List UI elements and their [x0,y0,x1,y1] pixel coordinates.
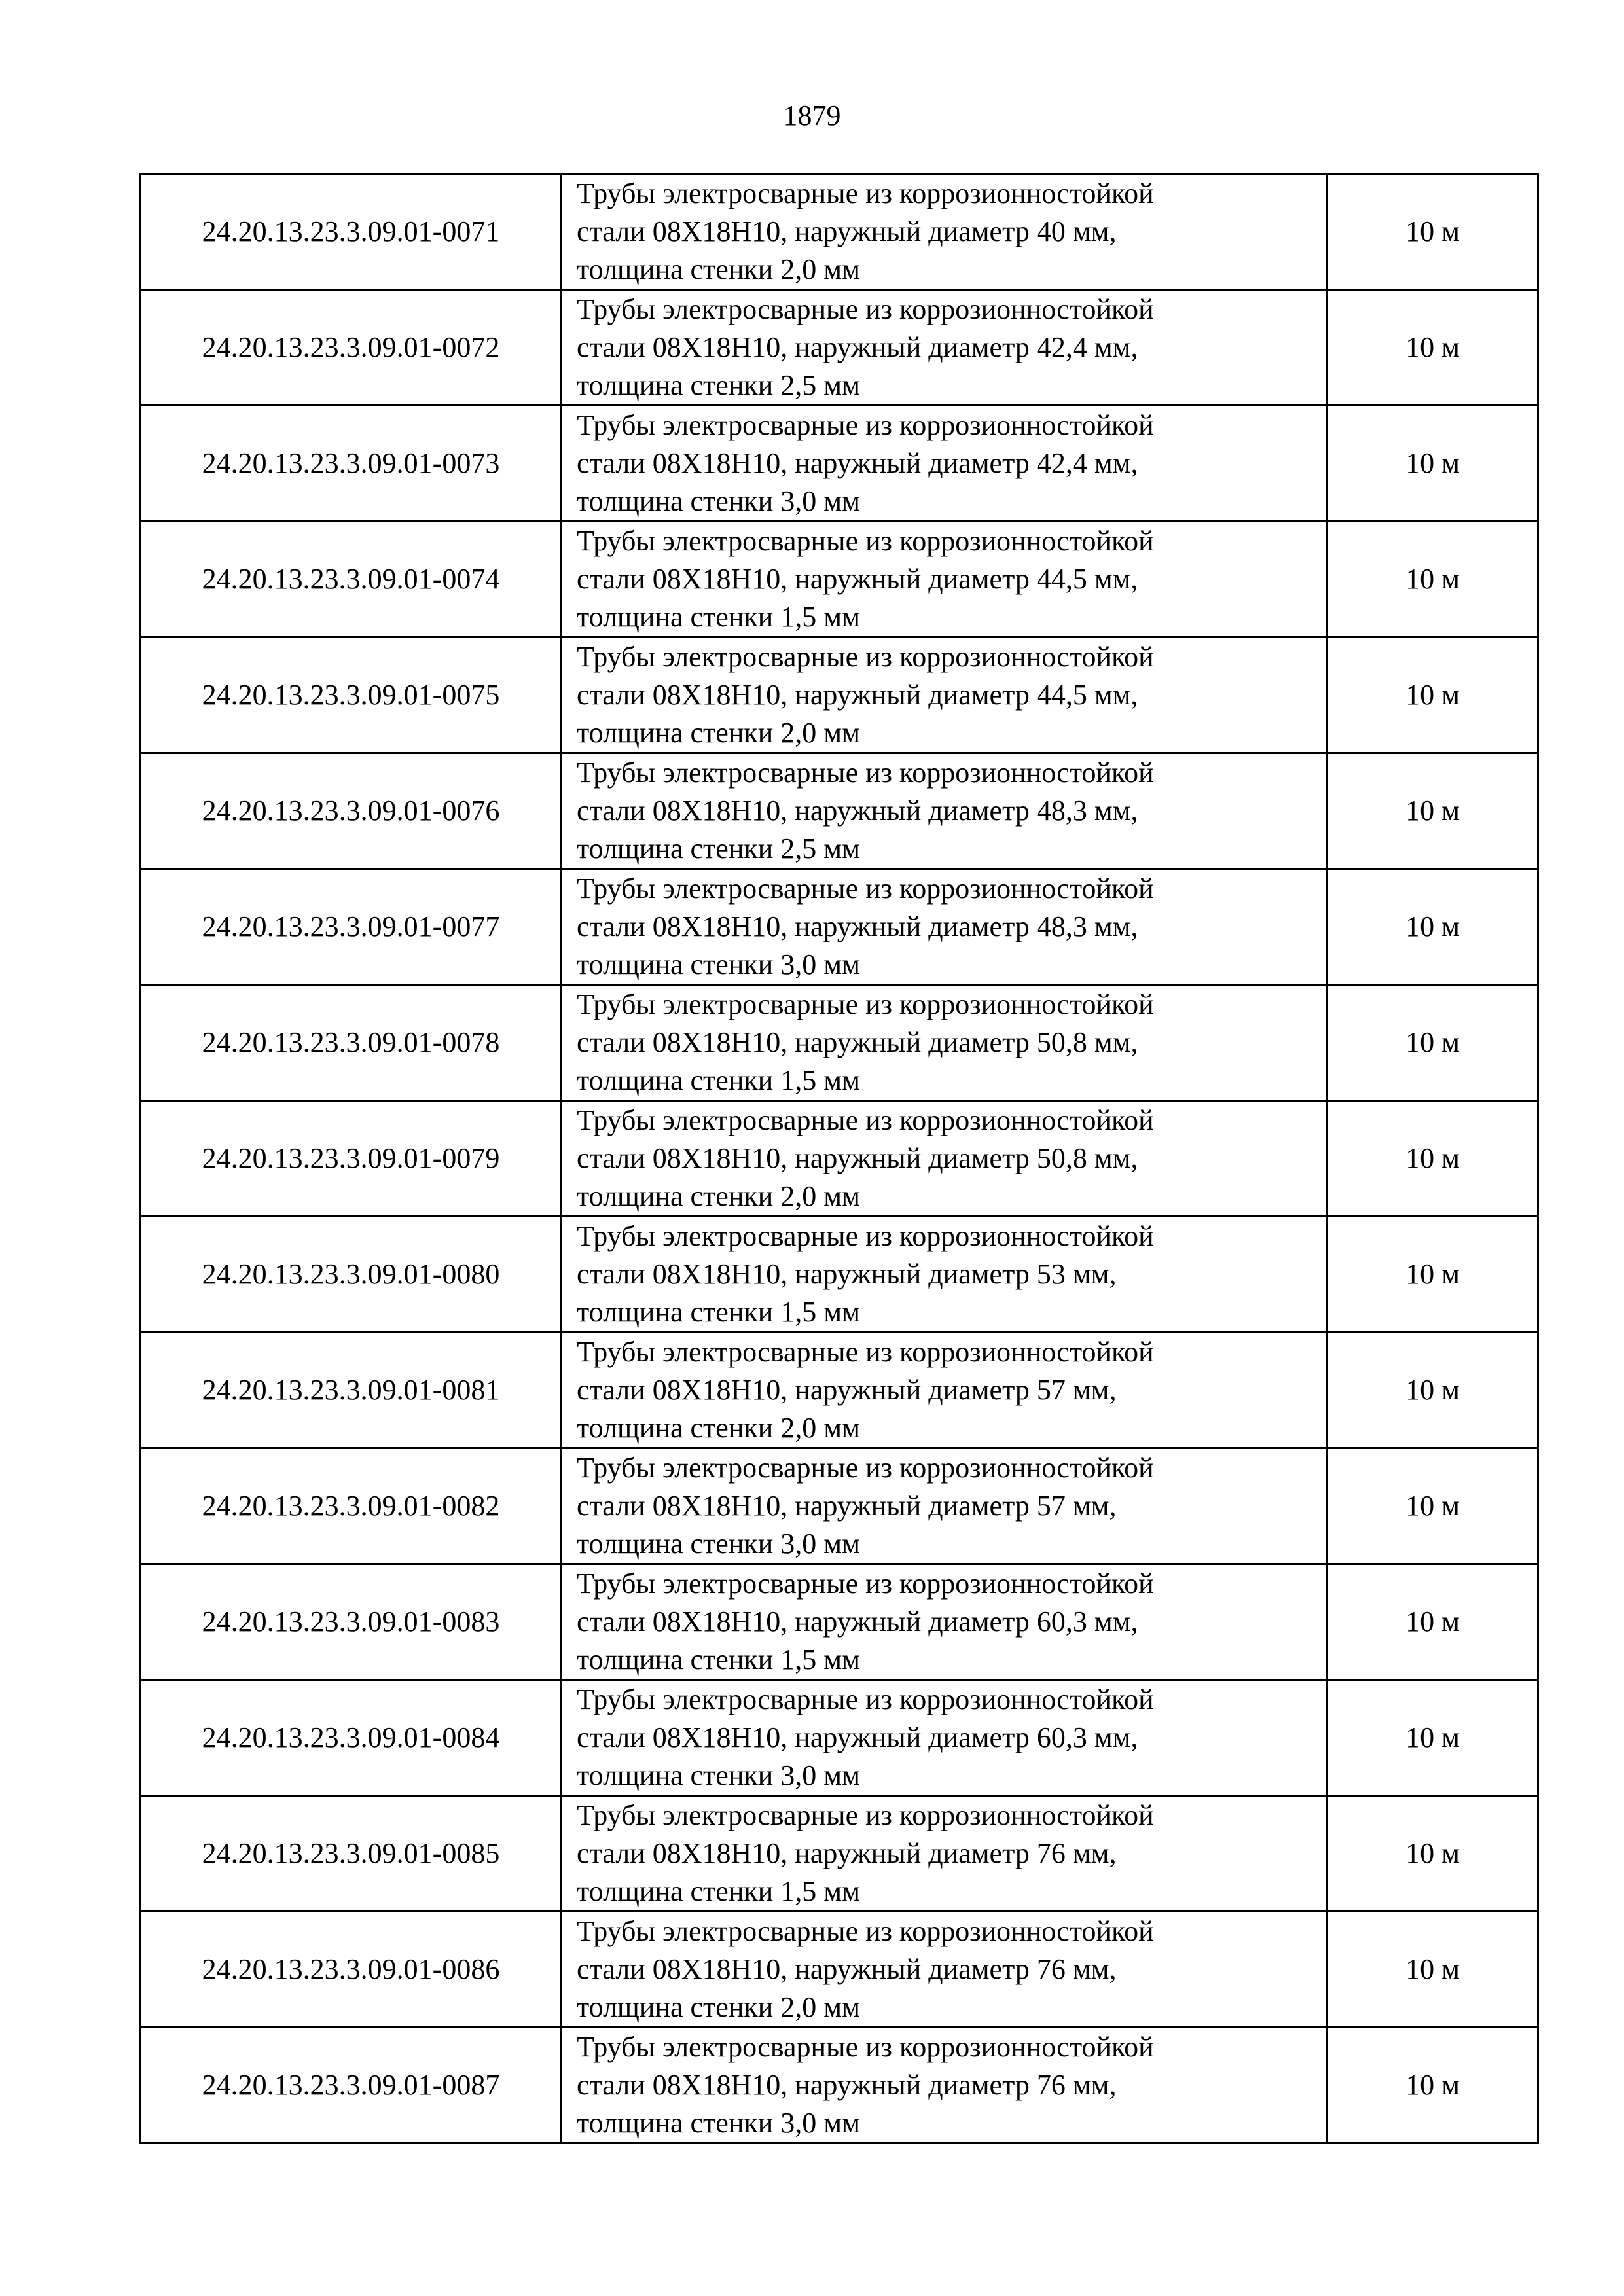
resource-name-line: стали 08Х18Н10, наружный диаметр 44,5 мм, [577,563,1138,595]
table-row [141,1912,1538,2028]
resource-name-cell [562,406,1327,522]
resource-name-line: толщина стенки 2,5 мм [577,833,860,865]
resource-table [139,173,1539,2144]
resource-name-line: толщина стенки 3,0 мм [577,1528,860,1560]
resource-name-line: толщина стенки 2,0 мм [577,1991,860,2023]
resource-name-line: толщина стенки 2,0 мм [577,717,860,749]
resource-name-line: Трубы электросварные из коррозионностойкой [577,1104,1154,1136]
resource-name-cell [562,1101,1327,1217]
resource-unit-cell: 10 м [1327,1333,1538,1448]
resource-code-cell: 24.20.13.23.3.09.01-0086 [141,1912,562,2028]
resource-name-line: стали 08Х18Н10, наружный диаметр 42,4 мм, [577,447,1138,479]
resource-unit-cell: 10 м [1327,1912,1538,2028]
table-row [141,1101,1538,1217]
resource-code-cell: 24.20.13.23.3.09.01-0085 [141,1796,562,1912]
resource-name-cell [562,174,1327,290]
resource-unit-cell: 10 м [1327,2028,1538,2144]
table-row [141,290,1538,406]
table-row [141,1333,1538,1448]
resource-name-line: стали 08Х18Н10, наружный диаметр 57 мм, [577,1374,1117,1406]
table-row [141,1680,1538,1796]
resource-name-cell [562,637,1327,753]
resource-unit-cell: 10 м [1327,1564,1538,1680]
resource-name-cell [562,1680,1327,1796]
resource-unit-cell: 10 м [1327,637,1538,753]
table-row [141,869,1538,985]
resource-name-line: Трубы электросварные из коррозионностойкой [577,177,1154,209]
resource-unit-cell: 10 м [1327,1101,1538,1217]
resource-name-cell [562,2028,1327,2144]
table-row [141,637,1538,753]
resource-name-line: толщина стенки 3,0 мм [577,1759,860,1791]
resource-name-line: толщина стенки 1,5 мм [577,1296,860,1328]
resource-name-line: толщина стенки 3,0 мм [577,485,860,517]
resource-name-line: Трубы электросварные из коррозионностойкой [577,1452,1154,1484]
resource-code-cell: 24.20.13.23.3.09.01-0083 [141,1564,562,1680]
resource-name-line: стали 08Х18Н10, наружный диаметр 44,5 мм, [577,679,1138,711]
resource-unit-cell: 10 м [1327,522,1538,637]
table-row [141,1217,1538,1333]
resource-name-line: Трубы электросварные из коррозионностойкой [577,1915,1154,1947]
resource-code-cell: 24.20.13.23.3.09.01-0078 [141,985,562,1101]
table-row [141,985,1538,1101]
resource-name-line: толщина стенки 2,5 мм [577,369,860,401]
resource-name-line: стали 08Х18Н10, наружный диаметр 40 мм, [577,215,1117,247]
resource-code-cell: 24.20.13.23.3.09.01-0072 [141,290,562,406]
resource-name-line: Трубы электросварные из коррозионностойкой [577,409,1154,441]
resource-name-line: стали 08Х18Н10, наружный диаметр 60,3 мм, [577,1605,1138,1638]
resource-name-line: Трубы электросварные из коррозионностойкой [577,1220,1154,1252]
resource-name-line: Трубы электросварные из коррозионностойкой [577,641,1154,673]
resource-name-line: стали 08Х18Н10, наружный диаметр 57 мм, [577,1490,1117,1522]
table-row [141,522,1538,637]
resource-name-cell [562,1796,1327,1912]
resource-name-line: толщина стенки 2,0 мм [577,1412,860,1444]
resource-name-line: толщина стенки 3,0 мм [577,948,860,980]
resource-name-cell [562,1448,1327,1564]
resource-name-line: Трубы электросварные из коррозионностойкой [577,525,1154,557]
table-row [141,2028,1538,2144]
resource-code-cell: 24.20.13.23.3.09.01-0076 [141,753,562,869]
resource-name-line: Трубы электросварные из коррозионностойкой [577,293,1154,325]
resource-name-line: толщина стенки 1,5 мм [577,1643,860,1676]
resource-name-cell [562,869,1327,985]
resource-name-line: стали 08Х18Н10, наружный диаметр 48,3 мм, [577,795,1138,827]
resource-name-line: Трубы электросварные из коррозионностойкой [577,1336,1154,1368]
resource-name-cell [562,1333,1327,1448]
table-row [141,1796,1538,1912]
resource-name-line: стали 08Х18Н10, наружный диаметр 76 мм, [577,1953,1117,1985]
resource-name-line: стали 08Х18Н10, наружный диаметр 42,4 мм, [577,331,1138,363]
resource-name-line: Трубы электросварные из коррозионностойкой [577,757,1154,789]
resource-code-cell: 24.20.13.23.3.09.01-0084 [141,1680,562,1796]
resource-name-cell [562,522,1327,637]
resource-unit-cell: 10 м [1327,290,1538,406]
resource-unit-cell: 10 м [1327,1448,1538,1564]
resource-name-line: толщина стенки 1,5 мм [577,1064,860,1096]
table-row [141,174,1538,290]
page-number: 1879 [783,99,841,132]
resource-unit-cell: 10 м [1327,869,1538,985]
resource-code-cell: 24.20.13.23.3.09.01-0081 [141,1333,562,1448]
resource-code-cell: 24.20.13.23.3.09.01-0075 [141,637,562,753]
resource-unit-cell: 10 м [1327,174,1538,290]
resource-name-cell [562,290,1327,406]
resource-code-cell: 24.20.13.23.3.09.01-0074 [141,522,562,637]
resource-table-body [141,174,1538,2144]
resource-unit-cell: 10 м [1327,985,1538,1101]
resource-name-line: толщина стенки 2,0 мм [577,253,860,285]
resource-name-line: стали 08Х18Н10, наружный диаметр 76 мм, [577,2069,1117,2101]
resource-unit-cell: 10 м [1327,1680,1538,1796]
resource-unit-cell: 10 м [1327,406,1538,522]
resource-name-line: толщина стенки 2,0 мм [577,1180,860,1212]
resource-code-cell: 24.20.13.23.3.09.01-0080 [141,1217,562,1333]
table-row [141,753,1538,869]
resource-name-line: стали 08Х18Н10, наружный диаметр 50,8 мм, [577,1026,1138,1058]
resource-name-line: Трубы электросварные из коррозионностойкой [577,1683,1154,1715]
resource-unit-cell: 10 м [1327,753,1538,869]
resource-code-cell: 24.20.13.23.3.09.01-0077 [141,869,562,985]
resource-code-cell: 24.20.13.23.3.09.01-0073 [141,406,562,522]
resource-unit-cell: 10 м [1327,1217,1538,1333]
resource-name-line: Трубы электросварные из коррозионностойкой [577,2031,1154,2063]
resource-code-cell: 24.20.13.23.3.09.01-0079 [141,1101,562,1217]
resource-name-line: Трубы электросварные из коррозионностойкой [577,988,1154,1020]
resource-name-cell [562,753,1327,869]
table-row [141,1448,1538,1564]
resource-name-line: Трубы электросварные из коррозионностойкой [577,1568,1154,1600]
resource-name-line: стали 08Х18Н10, наружный диаметр 50,8 мм, [577,1142,1138,1174]
resource-name-cell [562,1564,1327,1680]
table-row [141,406,1538,522]
resource-name-line: толщина стенки 3,0 мм [577,2107,860,2139]
resource-name-line: стали 08Х18Н10, наружный диаметр 76 мм, [577,1837,1117,1869]
resource-unit-cell: 10 м [1327,1796,1538,1912]
resource-name-line: стали 08Х18Н10, наружный диаметр 53 мм, [577,1258,1117,1290]
resource-name-line: Трубы электросварные из коррозионностойкой [577,1799,1154,1831]
table-row [141,1564,1538,1680]
resource-name-line: стали 08Х18Н10, наружный диаметр 48,3 мм, [577,910,1138,942]
resource-name-cell [562,1912,1327,2028]
resource-name-line: толщина стенки 1,5 мм [577,601,860,633]
resource-name-line: Трубы электросварные из коррозионностойкой [577,872,1154,905]
resource-code-cell: 24.20.13.23.3.09.01-0082 [141,1448,562,1564]
resource-name-line: толщина стенки 1,5 мм [577,1875,860,1907]
resource-code-cell: 24.20.13.23.3.09.01-0071 [141,174,562,290]
resource-name-cell [562,985,1327,1101]
resource-name-cell [562,1217,1327,1333]
resource-name-line: стали 08Х18Н10, наружный диаметр 60,3 мм, [577,1721,1138,1753]
resource-code-cell: 24.20.13.23.3.09.01-0087 [141,2028,562,2144]
